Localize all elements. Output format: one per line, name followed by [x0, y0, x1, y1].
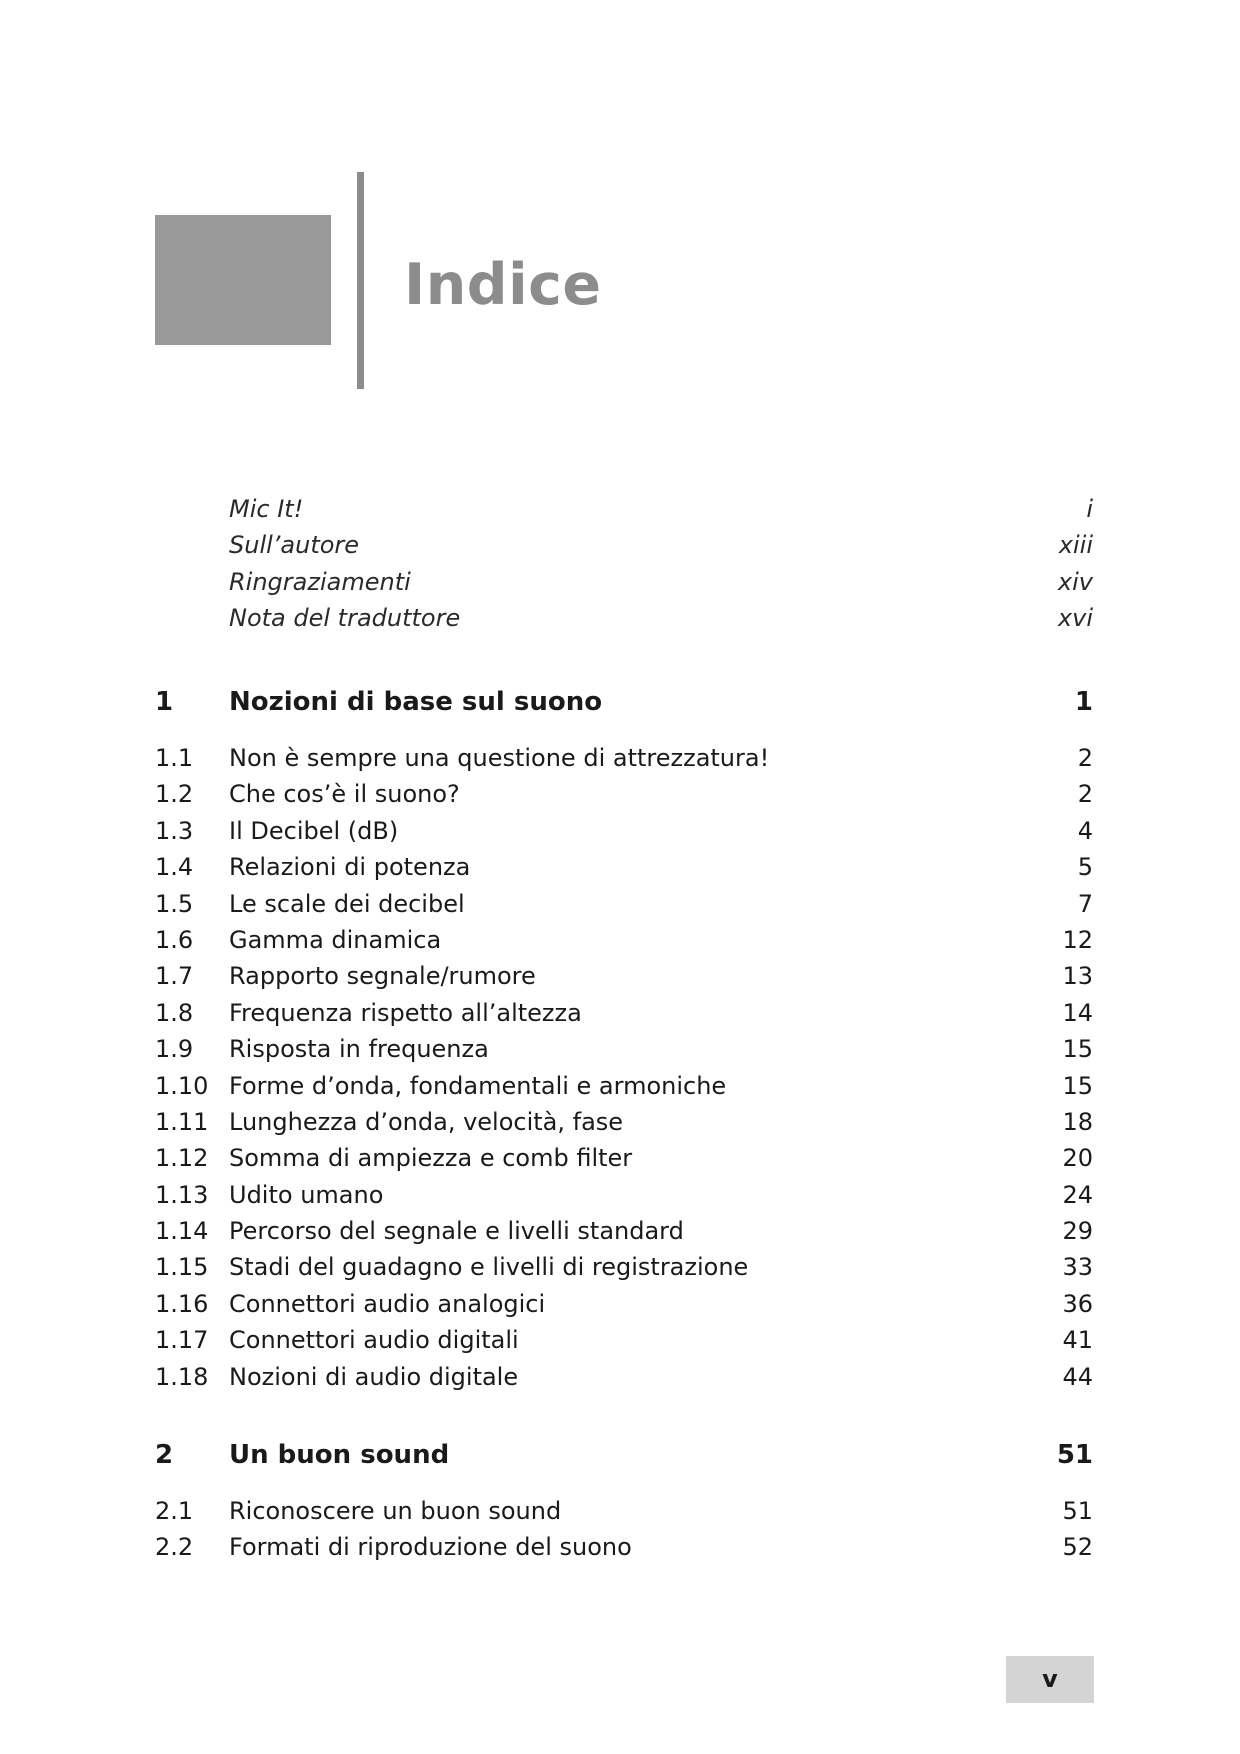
toc-front-entry[interactable] — [155, 564, 1093, 600]
section-page: 20 — [1062, 1144, 1093, 1173]
section-page: 12 — [1062, 925, 1093, 954]
chapter-title: Un buon sound — [229, 1440, 450, 1470]
section-title: Il Decibel (dB) — [229, 816, 399, 845]
toc-section-entry[interactable] — [155, 1031, 1093, 1067]
section-page: 52 — [1062, 1533, 1093, 1562]
section-page: 51 — [1062, 1497, 1093, 1525]
section-number: 1.8 — [155, 998, 194, 1027]
section-title: Frequenza rispetto all’altezza — [229, 998, 582, 1027]
toc-section-entry[interactable] — [155, 1068, 1093, 1104]
toc-entry-page: i — [1086, 495, 1093, 523]
section-number: 1.6 — [155, 925, 194, 954]
page-title: Indice — [404, 252, 602, 318]
section-number: 2.1 — [155, 1497, 194, 1525]
section-number: 1.4 — [155, 853, 194, 882]
section-page: 2 — [1077, 780, 1093, 809]
toc-section-entry[interactable] — [155, 1213, 1093, 1249]
toc-chapter-entry[interactable] — [155, 684, 1093, 720]
toc-front-entry[interactable] — [155, 600, 1093, 636]
section-title: Somma di ampiezza e comb filter — [229, 1144, 633, 1173]
section-number: 1.9 — [155, 1035, 194, 1064]
chapter-title: Nozioni di base sul suono — [229, 687, 603, 717]
section-number: 1.5 — [155, 889, 194, 918]
toc-front-entry[interactable] — [155, 527, 1093, 563]
section-title: Relazioni di potenza — [229, 853, 471, 882]
section-title: Nozioni di audio digitale — [229, 1362, 519, 1391]
toc-section-entry[interactable] — [155, 740, 1093, 776]
section-number: 1.10 — [155, 1071, 209, 1100]
chapter-1-heading — [155, 684, 1093, 720]
section-number: 1.12 — [155, 1144, 209, 1173]
section-page: 14 — [1062, 998, 1093, 1027]
toc-section-entry[interactable] — [155, 1493, 1093, 1529]
section-number: 1.7 — [155, 962, 194, 991]
toc-section-entry[interactable] — [155, 886, 1093, 922]
section-title: Gamma dinamica — [229, 925, 442, 954]
chapter-page: 1 — [1074, 687, 1093, 717]
section-page: 18 — [1062, 1107, 1093, 1136]
section-title: Risposta in frequenza — [229, 1035, 489, 1064]
section-number: 1.16 — [155, 1289, 209, 1318]
toc-section-entry[interactable] — [155, 776, 1093, 812]
toc-section-entry[interactable] — [155, 813, 1093, 849]
section-number: 1.18 — [155, 1362, 209, 1391]
section-number: 1.2 — [155, 780, 194, 809]
toc-entry-page: xvi — [1057, 604, 1093, 633]
section-page: 29 — [1062, 1217, 1093, 1246]
section-title: Rapporto segnale/rumore — [229, 962, 536, 991]
section-page: 15 — [1062, 1035, 1093, 1064]
header-decorative-block — [155, 215, 331, 345]
toc-front-entry[interactable] — [155, 491, 1093, 527]
toc-entry-title: Sull’autore — [229, 531, 360, 560]
toc-section-entry[interactable] — [155, 1359, 1093, 1395]
section-page: 7 — [1077, 889, 1093, 918]
chapter-1-sections — [155, 740, 1093, 1395]
section-page: 24 — [1062, 1180, 1093, 1209]
toc-section-entry[interactable] — [155, 1286, 1093, 1322]
toc-section-entry[interactable] — [155, 1322, 1093, 1358]
toc-entry-title: Nota del traduttore — [229, 604, 461, 633]
section-number: 1.13 — [155, 1180, 209, 1209]
section-title: Connettori audio analogici — [229, 1289, 546, 1318]
toc-section-entry[interactable] — [155, 1529, 1093, 1565]
section-page: 5 — [1077, 853, 1093, 882]
section-page: 41 — [1062, 1326, 1093, 1355]
section-number: 1.1 — [155, 744, 194, 772]
page-number-folio: v — [1006, 1656, 1094, 1703]
chapter-number: 2 — [155, 1440, 174, 1470]
section-number: 1.17 — [155, 1326, 209, 1355]
front-matter-list — [155, 491, 1093, 637]
section-title: Le scale dei decibel — [229, 889, 465, 918]
section-number: 2.2 — [155, 1533, 194, 1562]
section-number: 1.15 — [155, 1253, 209, 1282]
section-page: 4 — [1077, 816, 1093, 845]
toc-entry-page: xiii — [1058, 531, 1093, 560]
toc-entry-page: xiv — [1057, 567, 1093, 596]
toc-section-entry[interactable] — [155, 995, 1093, 1031]
toc-section-entry[interactable] — [155, 922, 1093, 958]
section-title: Che cos’è il suono? — [229, 780, 460, 809]
chapter-2-sections — [155, 1493, 1093, 1566]
section-page: 15 — [1062, 1071, 1093, 1100]
section-page: 2 — [1077, 744, 1093, 772]
section-page: 36 — [1062, 1289, 1093, 1318]
toc-section-entry[interactable] — [155, 1140, 1093, 1176]
toc-chapter-entry[interactable] — [155, 1437, 1093, 1473]
section-title: Forme d’onda, fondamentali e armoniche — [229, 1071, 727, 1100]
toc-section-entry[interactable] — [155, 1249, 1093, 1285]
section-page: 33 — [1062, 1253, 1093, 1282]
section-title: Formati di riproduzione del suono — [229, 1533, 632, 1562]
section-title: Lunghezza d’onda, velocità, fase — [229, 1107, 624, 1136]
toc-section-entry[interactable] — [155, 1177, 1093, 1213]
chapter-page: 51 — [1056, 1440, 1093, 1470]
toc-entry-title: Ringraziamenti — [229, 567, 411, 596]
section-title: Stadi del guadagno e livelli di registrazione — [229, 1253, 749, 1282]
toc-section-entry[interactable] — [155, 1104, 1093, 1140]
section-page: 44 — [1062, 1362, 1093, 1391]
section-number: 1.14 — [155, 1217, 209, 1246]
section-title: Connettori audio digitali — [229, 1326, 519, 1355]
toc-entry-title: Mic It! — [229, 495, 304, 523]
section-title: Non è sempre una questione di attrezzatura! — [229, 744, 770, 772]
toc-section-entry[interactable] — [155, 958, 1093, 994]
chapter-2-heading — [155, 1437, 1093, 1473]
section-title: Riconoscere un buon sound — [229, 1497, 562, 1525]
section-number: 1.11 — [155, 1107, 209, 1136]
section-page: 13 — [1062, 962, 1093, 991]
chapter-number: 1 — [155, 687, 174, 717]
section-title: Percorso del segnale e livelli standard — [229, 1217, 684, 1246]
section-number: 1.3 — [155, 816, 194, 845]
toc-section-entry[interactable] — [155, 849, 1093, 885]
section-title: Udito umano — [229, 1180, 384, 1209]
header-vertical-rule — [357, 172, 364, 389]
